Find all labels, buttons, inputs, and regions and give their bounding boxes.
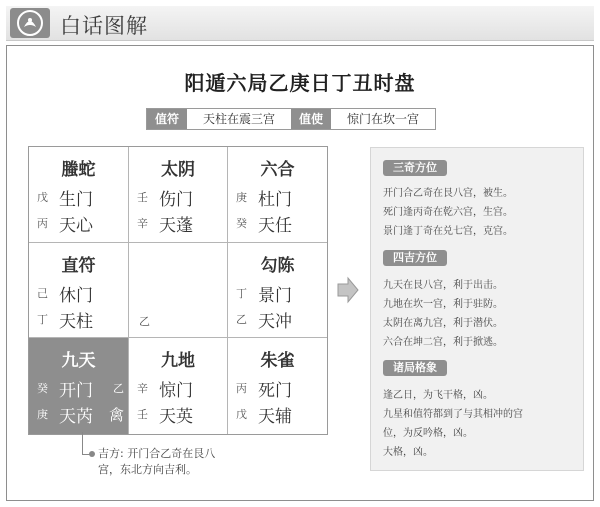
palace-star: 天冲 [258,312,292,332]
logo-icon [10,8,50,38]
palace-stem: 癸 [236,217,247,230]
header-title: 白话图解 [60,14,148,38]
palace-stem: 丁 [37,313,48,326]
tag-value-zhifu: 天柱在震三宫 [187,109,291,129]
tag-key-zhishi: 值使 [291,109,331,129]
section-line: 九天在艮八宫，利于出击。 [383,280,503,291]
palace-star: 天英 [159,407,193,427]
section-line: 太阴在离九宫，利于潜伏。 [383,318,503,329]
tag-bar [146,108,436,130]
palace-cell-tengshe [29,147,129,243]
palace-star: 天任 [258,216,292,236]
palace-stem: 丁 [236,287,247,300]
palace-gate: 伤门 [159,190,193,210]
chart-title: 阳遁六局乙庚日丁丑时盘 [184,71,416,95]
section-line: 九地在坎一宫，利于驻防。 [383,299,503,310]
palace-stem: 壬 [137,408,148,421]
palace-cell-taiyin [129,147,228,243]
palace-god: 朱雀 [260,351,295,371]
palace-star: 天蓬 [159,216,193,236]
palace-extra-stem: 乙 [113,382,124,395]
palace-gate: 杜门 [258,190,292,210]
palace-extra-star: 禽 [109,406,125,424]
arrow-right-icon [336,276,360,304]
callout-line [82,432,83,454]
palace-gate: 惊门 [159,381,193,401]
callout-dot-icon [89,451,95,457]
palace-god: 勾陈 [260,256,295,276]
section-line: 大格，凶。 [383,447,433,458]
palace-stem: 辛 [137,382,148,395]
palace-star: 天芮 [59,407,93,427]
palace-cell-zhifu [29,243,129,338]
palace-cell-liuhe [228,147,327,243]
palace-stem: 庚 [236,191,247,204]
palace-stem: 壬 [137,191,148,204]
palace-gate: 死门 [258,381,292,401]
palace-star: 天心 [59,216,93,236]
callout-note [98,446,268,478]
palace-stem: 丙 [37,217,48,230]
section-line: 死门逢丙奇在乾六宫，生宫。 [383,207,513,218]
section-line: 位，为反吟格，凶。 [383,428,473,439]
palace-stem: 辛 [137,217,148,230]
section-line: 景门逢丁奇在兑七宫，克宫。 [383,226,513,237]
palace-stem: 庚 [37,408,48,421]
section-title-siji: 四吉方位 [383,250,447,266]
tag-key-zhifu: 值符 [147,109,187,129]
palace-cell-zhuque [228,338,327,434]
palace-stem: 己 [37,287,48,300]
palace-stem: 戊 [236,408,247,421]
tag-value-zhishi: 惊门在坎一宫 [331,109,435,129]
palace-star: 天辅 [258,407,292,427]
palace-stem: 乙 [236,313,247,326]
palace-god: 直符 [61,256,96,276]
palace-god: 六合 [260,160,295,180]
callout-label: 吉方: [98,447,124,460]
palace-cell-jiutian [29,338,129,434]
analysis-panel [370,147,584,471]
palace-gate: 开门 [59,381,93,401]
palace-stem: 戊 [37,191,48,204]
palace-cell-center [129,243,228,338]
palace-gate: 休门 [59,286,93,306]
palace-god: 太阴 [161,160,195,180]
section-line: 开门合乙奇在艮八宫，被生。 [383,188,513,199]
palace-cell-gouchen [228,243,327,338]
palace-gate: 景门 [258,286,292,306]
section-title-geju: 诸局格象 [383,360,447,376]
palace-cell-jiudi [129,338,228,434]
section-line: 九星和值符都到了与其相冲的宫 [383,409,523,420]
callout-line-1: 开门合乙奇在艮八 [127,447,216,460]
section-line: 六合在坤二宫，利于掀逃。 [383,337,503,348]
section-title-sanqi: 三奇方位 [383,160,447,176]
palace-god: 九地 [161,351,195,371]
section-line: 逢乙日，为飞干格，凶。 [383,390,493,401]
palace-stem: 癸 [37,382,48,395]
palace-gate: 生门 [59,190,93,210]
palace-god: 螣蛇 [61,160,96,180]
header-bar [6,6,594,41]
palace-god: 九天 [61,351,96,371]
palace-star: 天柱 [59,312,93,332]
callout-line-2: 宫，东北方向吉利。 [98,463,197,476]
palace-stem: 丙 [236,382,247,395]
nine-palace-grid [28,146,328,435]
center-stem: 乙 [139,315,150,328]
